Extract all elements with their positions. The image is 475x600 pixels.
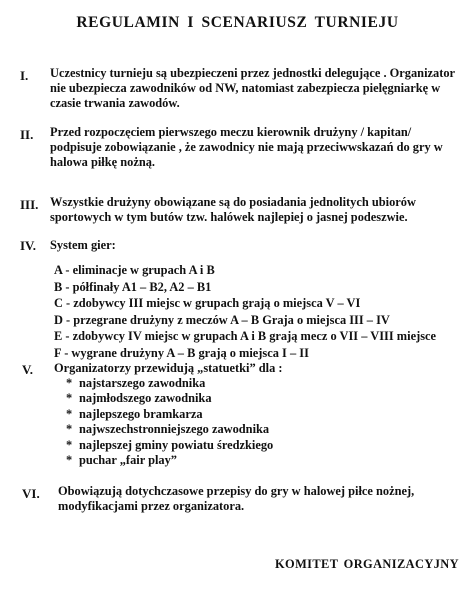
- list-item: [66, 376, 273, 391]
- awards-intro: Organizatorzy przewidują „statuetki” dla :: [54, 361, 283, 375]
- list-item: C - zdobywcy III miejsc w grupach grają o miejsca V – VI: [54, 296, 361, 310]
- text-line: nie ubezpiecza zawodników od NW, natomiast zabezpiecza pielęgniarkę w: [50, 81, 441, 95]
- section-numeral: I.: [20, 68, 29, 83]
- list-item: B - półfinały A1 – B2, A2 – B1: [54, 279, 212, 294]
- award-label: najlepszej gminy powiatu średzkiego: [79, 437, 274, 452]
- section-numeral: IV.: [20, 238, 37, 253]
- section-numeral: II.: [20, 127, 34, 142]
- bullet-star-icon: *: [66, 453, 73, 468]
- section-numeral: VI.: [22, 486, 40, 501]
- text-line: czasie trwania zawodów.: [50, 96, 180, 110]
- award-label: najwszechstronniejszego zawodnika: [79, 422, 270, 437]
- section-body: [50, 195, 460, 225]
- section-body: [58, 484, 468, 514]
- bullet-star-icon: *: [66, 391, 73, 406]
- award-label: najlepszego bramkarza: [79, 406, 203, 421]
- list-item: D - przegrane drużyny z meczów A – B Graja o miejsca III – IV: [54, 312, 390, 327]
- list-item: E - zdobywcy IV miejsc w grupach A i B grają mecz o VII – VIII miejsce: [54, 329, 437, 343]
- text-line: sportowych w tym butów tzw. halówek najlepiej o jasnej podeszwie.: [50, 210, 408, 224]
- list-item: A - eliminacje w grupach A i B: [54, 263, 215, 277]
- award-label: puchar „fair play”: [79, 453, 177, 468]
- list-item: F - wygrane drużyny A – B grają o miejsca I – II: [54, 345, 309, 360]
- system-heading: System gier:: [50, 238, 116, 252]
- system-list: [54, 262, 436, 361]
- section-body: [50, 125, 460, 170]
- list-item: [66, 407, 273, 422]
- text-line: Wszystkie drużyny obowiązane są do posiadania jednolitych ubiorów: [50, 195, 416, 209]
- list-item: [66, 422, 273, 437]
- document-title: REGULAMIN I SCENARIUSZ TURNIEJU: [76, 14, 399, 31]
- text-line: Uczestnicy turnieju są ubezpieczeni przez jednostki delegujące . Organizator: [50, 66, 456, 80]
- section-body: [50, 66, 460, 111]
- award-label: najstarszego zawodnika: [79, 376, 206, 390]
- section-numeral: V.: [22, 362, 33, 377]
- bullet-star-icon: *: [66, 437, 73, 452]
- text-line: halowa piłkę nożną.: [50, 155, 155, 169]
- list-item: [66, 453, 273, 468]
- text-line: modyfikacjami przez organizatora.: [58, 499, 245, 513]
- signature: KOMITET ORGANIZACYJNY: [275, 557, 460, 571]
- list-item: [66, 438, 273, 453]
- bullet-star-icon: *: [66, 406, 73, 421]
- text-line: Przed rozpoczęciem pierwszego meczu kierownik drużyny / kapitan/: [50, 125, 412, 139]
- text-line: Obowiązują dotychczasowe przepisy do gry w halowej piłce nożnej,: [58, 484, 415, 498]
- text-line: podpisuje zobowiązanie , że zawodnicy nie mają przeciwwskazań do gry w: [50, 140, 443, 154]
- list-item: [66, 391, 273, 406]
- awards-list: [66, 376, 273, 468]
- bullet-star-icon: *: [66, 422, 73, 437]
- bullet-star-icon: *: [66, 376, 73, 390]
- section-numeral: III.: [20, 197, 39, 212]
- award-label: najmłodszego zawodnika: [79, 391, 212, 406]
